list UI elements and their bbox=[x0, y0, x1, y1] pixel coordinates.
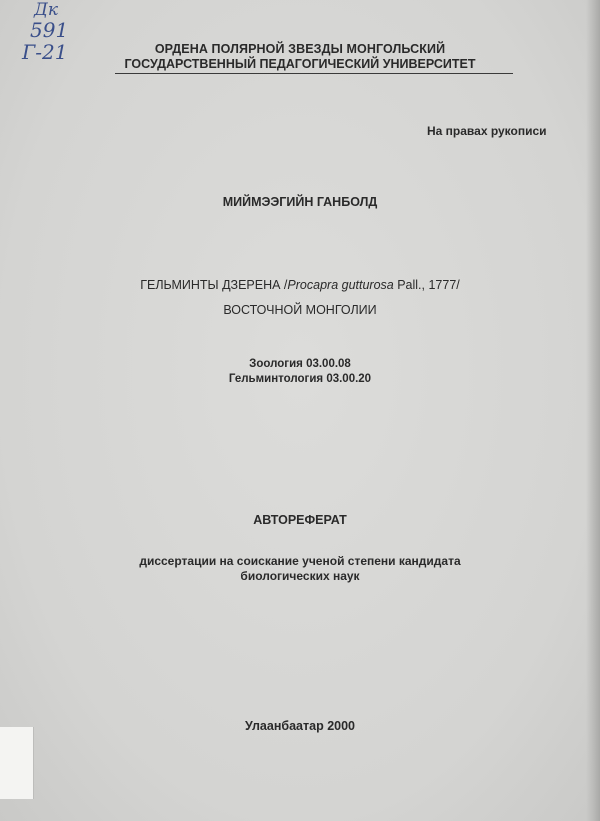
rights-note: На правах рукописи bbox=[427, 124, 547, 138]
species-authority: Pall., 1777/ bbox=[393, 278, 460, 292]
paper-tab bbox=[0, 727, 34, 799]
species-name: Procapra gutturosa bbox=[287, 278, 394, 292]
degree-description-line1: диссертации на соискание ученой степени кандидата bbox=[139, 554, 461, 568]
author-name: МИЙМЭЭГИЙН ГАНБОЛД bbox=[222, 195, 378, 209]
thesis-title-line2: ВОСТОЧНОЙ МОНГОЛИИ bbox=[223, 303, 377, 317]
handwritten-shelfmark-line2: 591 bbox=[30, 18, 69, 42]
city-year: Улаанбаатар 2000 bbox=[245, 719, 355, 733]
header-divider bbox=[115, 73, 513, 74]
institution-header-line2: ГОСУДАРСТВЕННЫЙ ПЕДАГОГИЧЕСКИЙ УНИВЕРСИТЕТ bbox=[124, 57, 476, 71]
page-edge-shadow bbox=[586, 0, 600, 821]
thesis-title-line1 bbox=[0, 278, 600, 292]
handwritten-shelfmark-line3: Г-21 bbox=[22, 40, 68, 64]
handwritten-shelfmark-line1: Дк bbox=[34, 0, 58, 20]
document-type: АВТОРЕФЕРАТ bbox=[253, 513, 347, 527]
specialty-zoology: Зоология 03.00.08 bbox=[249, 358, 351, 370]
specialty-helminthology: Гельминтология 03.00.20 bbox=[228, 373, 372, 385]
institution-header-line1: ОРДЕНА ПОЛЯРНОЙ ЗВЕЗДЫ МОНГОЛЬСКИЙ bbox=[154, 42, 446, 56]
thesis-title-main: ГЕЛЬМИНТЫ ДЗЕРЕНА / bbox=[140, 278, 288, 292]
degree-description-line2: биологических наук bbox=[240, 569, 360, 583]
